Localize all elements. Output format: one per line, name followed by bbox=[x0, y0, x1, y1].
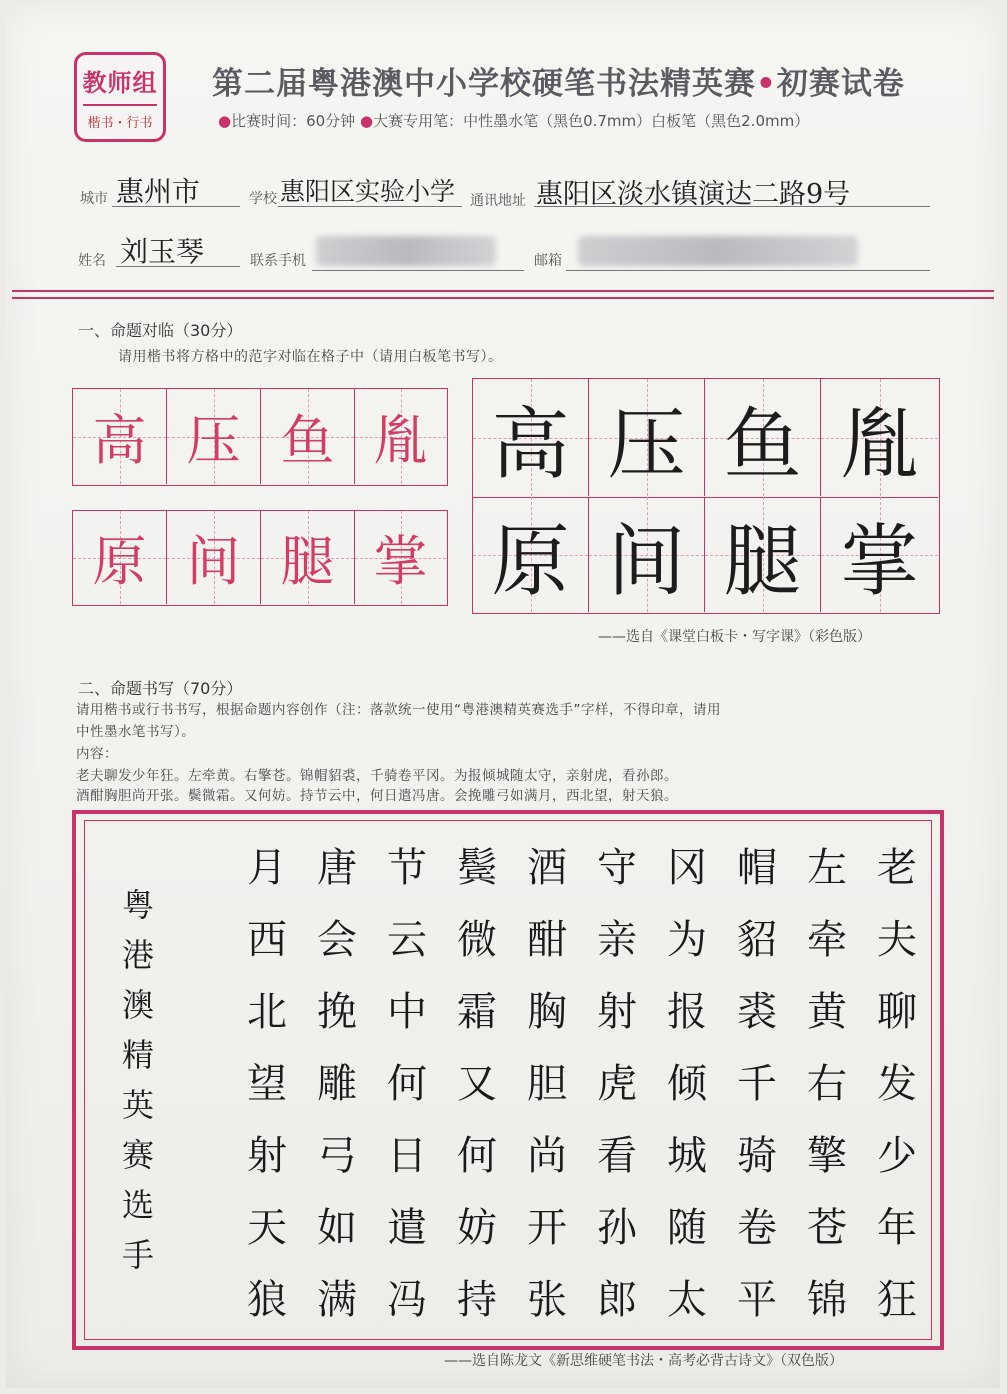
poem-char: 太 bbox=[667, 1277, 707, 1323]
copied-char: 原 bbox=[491, 516, 570, 607]
phone-label: 联系手机 bbox=[250, 253, 306, 269]
poem-column bbox=[306, 832, 368, 1336]
poem-char: 会 bbox=[317, 917, 357, 963]
phone-redacted bbox=[316, 236, 496, 266]
name-value[interactable]: 刘玉琴 bbox=[120, 235, 205, 268]
poem-char: 城 bbox=[667, 1133, 707, 1179]
city-value[interactable]: 惠州市 bbox=[116, 175, 201, 208]
model-grid-row1 bbox=[72, 388, 448, 486]
grid-cell bbox=[261, 511, 355, 604]
badge-group-label: 教师组 bbox=[82, 69, 158, 97]
poem-char: 西 bbox=[247, 917, 287, 963]
poem-char: 倾 bbox=[667, 1061, 707, 1107]
model-char: 压 bbox=[186, 409, 241, 472]
badge-script-label: 楷书・行书 bbox=[87, 116, 153, 131]
poem-char: 锦 bbox=[807, 1277, 847, 1323]
poem-char: 黄 bbox=[807, 989, 847, 1035]
poem-char: 为 bbox=[667, 917, 707, 963]
school-label: 学校 bbox=[249, 191, 277, 207]
signature-char: 粤 bbox=[121, 886, 154, 924]
poem-char: 挽 bbox=[317, 989, 357, 1035]
poem-char: 发 bbox=[877, 1061, 917, 1107]
copied-char: 胤 bbox=[840, 399, 919, 490]
poem-char: 雕 bbox=[317, 1061, 357, 1107]
poem-char: 苍 bbox=[807, 1205, 847, 1251]
grid-cell bbox=[355, 511, 446, 604]
grid-cell bbox=[355, 389, 446, 484]
poem-char: 何 bbox=[387, 1061, 427, 1107]
poem-char: 尚 bbox=[527, 1133, 567, 1179]
poem-column bbox=[446, 832, 508, 1336]
content-line2: 酒酣胸胆尚开张。鬓微霜。又何妨。持节云中，何日遣冯唐。会挽雕弓如满月，西北望，射天狼。 bbox=[76, 788, 678, 804]
poem-char: 平 bbox=[737, 1277, 777, 1323]
poem-char: 射 bbox=[247, 1133, 287, 1179]
poem-char: 胆 bbox=[527, 1061, 567, 1107]
poem-char: 何 bbox=[457, 1133, 497, 1179]
bullet-icon: ● bbox=[218, 112, 232, 130]
section1-instruction: 请用楷书将方格中的范字对临在格子中（请用白板笔书写）。 bbox=[118, 349, 503, 365]
exam-time: 比赛时间：60分钟 bbox=[231, 112, 356, 130]
poem-char: 天 bbox=[247, 1205, 287, 1251]
grid-cell bbox=[589, 497, 705, 612]
poem-column bbox=[656, 832, 718, 1336]
poem-char: 狂 bbox=[877, 1277, 917, 1323]
school-value[interactable]: 惠阳区实验小学 bbox=[280, 177, 456, 206]
content-line1: 老夫聊发少年狂。左牵黄。右擎苍。锦帽貂裘，千骑卷平冈。为报倾城随太守，亲射虎，看孙郎。 bbox=[76, 768, 678, 784]
grid-cell bbox=[589, 379, 705, 496]
exam-title bbox=[212, 58, 905, 103]
poem-char: 冯 bbox=[387, 1277, 427, 1323]
grid-cell bbox=[705, 497, 821, 612]
address-value[interactable]: 惠阳区淡水镇演达二路9号 bbox=[536, 179, 851, 210]
poem-char: 唐 bbox=[317, 845, 357, 891]
poem-char: 弓 bbox=[317, 1133, 357, 1179]
copied-char: 鱼 bbox=[723, 399, 802, 490]
exam-pens: 大赛专用笔：中性墨水笔（黑色0.7mm）白板笔（黑色2.0mm） bbox=[373, 112, 810, 130]
copied-char: 高 bbox=[491, 399, 570, 490]
model-char: 掌 bbox=[373, 530, 428, 593]
poem-char: 霜 bbox=[457, 989, 497, 1035]
section2-source: ——选自陈龙文《新思维硬笔书法・高考必背古诗文》（双色版） bbox=[444, 1353, 843, 1369]
poem-char: 遣 bbox=[387, 1205, 427, 1251]
grid-cell bbox=[167, 511, 261, 604]
poem-char: 月 bbox=[247, 845, 287, 891]
poem-char: 日 bbox=[387, 1133, 427, 1179]
grid-cell bbox=[73, 511, 167, 604]
poem-char: 射 bbox=[597, 989, 637, 1035]
title-dot: • bbox=[756, 66, 777, 102]
section1-source: ——选自《课堂白板卡・写字课》（彩色版） bbox=[598, 629, 871, 645]
poem-char: 牵 bbox=[807, 917, 847, 963]
poem-char: 报 bbox=[667, 989, 707, 1035]
email-label: 邮箱 bbox=[534, 253, 562, 269]
poem-char: 节 bbox=[387, 845, 427, 891]
poem-char: 妨 bbox=[457, 1205, 497, 1251]
grid-cell bbox=[167, 389, 261, 484]
poem-char: 少 bbox=[877, 1133, 917, 1179]
poem-char: 虎 bbox=[597, 1061, 637, 1107]
poem-char: 随 bbox=[667, 1205, 707, 1251]
header-divider bbox=[12, 290, 994, 299]
poem-char: 擎 bbox=[807, 1133, 847, 1179]
poem-column bbox=[726, 832, 788, 1336]
poem-char: 裘 bbox=[737, 989, 777, 1035]
poem-column bbox=[586, 832, 648, 1336]
poem-char: 微 bbox=[457, 917, 497, 963]
poem-char: 云 bbox=[387, 917, 427, 963]
poem-char: 孙 bbox=[597, 1205, 637, 1251]
poem-char: 持 bbox=[457, 1277, 497, 1323]
address-underline bbox=[534, 206, 930, 207]
signature-char: 选 bbox=[121, 1186, 154, 1224]
model-char: 胤 bbox=[373, 409, 428, 472]
bullet-icon: ● bbox=[359, 112, 374, 130]
poem-char: 鬓 bbox=[457, 845, 497, 891]
poem-char: 北 bbox=[247, 989, 287, 1035]
poem-char: 夫 bbox=[877, 917, 917, 963]
model-char: 鱼 bbox=[280, 409, 335, 472]
poem-column bbox=[516, 832, 578, 1336]
copy-grid[interactable] bbox=[472, 378, 940, 614]
grid-cell bbox=[821, 497, 938, 612]
title-suffix: 初赛试卷 bbox=[776, 66, 905, 102]
signature-char: 英 bbox=[121, 1086, 154, 1124]
grid-cell bbox=[821, 379, 938, 496]
poem-char: 开 bbox=[527, 1205, 567, 1251]
model-char: 腿 bbox=[280, 530, 335, 593]
section2-title: 二、命题书写（70分） bbox=[78, 679, 243, 698]
poem-char: 酒 bbox=[527, 845, 567, 891]
poem-char: 右 bbox=[807, 1061, 847, 1107]
poem-char: 老 bbox=[877, 845, 917, 891]
signature-char: 澳 bbox=[121, 986, 154, 1024]
poem-char: 骑 bbox=[737, 1133, 777, 1179]
poem-char: 满 bbox=[317, 1277, 357, 1323]
address-label: 通讯地址 bbox=[470, 193, 526, 209]
exam-subtitle bbox=[218, 110, 809, 131]
poem-char: 聊 bbox=[877, 989, 917, 1035]
section2-instruction-line1: 请用楷书或行书书写，根据命题内容创作（注：落款统一使用“粤港澳精英赛选手”字样，不得印章，请用 bbox=[76, 702, 721, 718]
poem-char: 冈 bbox=[667, 845, 707, 891]
copy-grid-row2 bbox=[473, 497, 938, 612]
poem-char: 狼 bbox=[247, 1277, 287, 1323]
poem-char: 年 bbox=[877, 1205, 917, 1251]
model-grid-row2 bbox=[72, 510, 448, 606]
signature-char: 港 bbox=[121, 936, 154, 974]
title-main: 第二届粤港澳中小学校硬笔书法精英赛 bbox=[212, 66, 756, 102]
poem-char: 郎 bbox=[597, 1277, 637, 1323]
poem-char: 守 bbox=[597, 845, 637, 891]
email-redacted bbox=[578, 236, 858, 266]
poem-char: 卷 bbox=[737, 1205, 777, 1251]
poem-column bbox=[236, 832, 298, 1336]
teacher-group-badge bbox=[74, 52, 166, 142]
copy-grid-row1 bbox=[473, 379, 938, 498]
badge-divider bbox=[83, 104, 157, 106]
copied-char: 掌 bbox=[840, 516, 919, 607]
city-underline bbox=[112, 206, 240, 207]
signature-column bbox=[118, 880, 158, 1280]
poem-char: 胸 bbox=[527, 989, 567, 1035]
grid-cell bbox=[261, 389, 355, 484]
content-label: 内容： bbox=[76, 746, 118, 762]
poem-char: 左 bbox=[807, 845, 847, 891]
poem-char: 如 bbox=[317, 1205, 357, 1251]
phone-underline bbox=[312, 270, 524, 271]
name-label: 姓名 bbox=[78, 253, 106, 269]
poem-char: 千 bbox=[737, 1061, 777, 1107]
model-char: 原 bbox=[92, 530, 147, 593]
copied-char: 压 bbox=[607, 399, 686, 490]
section2-instruction-line2: 中性墨水笔书写）。 bbox=[76, 724, 196, 740]
model-char: 间 bbox=[186, 530, 241, 593]
grid-cell bbox=[73, 389, 167, 484]
grid-cell bbox=[705, 379, 821, 496]
signature-char: 赛 bbox=[121, 1136, 154, 1174]
poem-char: 貂 bbox=[737, 917, 777, 963]
name-underline bbox=[116, 266, 240, 267]
poem-column bbox=[866, 832, 928, 1336]
copied-char: 腿 bbox=[723, 516, 802, 607]
poem-column bbox=[796, 832, 858, 1336]
school-underline bbox=[278, 206, 462, 207]
copied-char: 间 bbox=[607, 516, 686, 607]
poem-char: 亲 bbox=[597, 917, 637, 963]
email-underline bbox=[566, 270, 930, 271]
signature-char: 手 bbox=[121, 1236, 154, 1274]
poem-char: 帽 bbox=[737, 845, 777, 891]
signature-char: 精 bbox=[121, 1036, 154, 1074]
city-label: 城市 bbox=[80, 191, 108, 207]
poem-char: 中 bbox=[387, 989, 427, 1035]
poem-char: 又 bbox=[457, 1061, 497, 1107]
section1-title: 一、命题对临（30分） bbox=[78, 321, 243, 340]
poem-char: 看 bbox=[597, 1133, 637, 1179]
grid-cell bbox=[473, 497, 589, 612]
poem-char: 望 bbox=[247, 1061, 287, 1107]
model-char: 高 bbox=[92, 409, 147, 472]
poem-column bbox=[376, 832, 438, 1336]
poem-char: 酣 bbox=[527, 917, 567, 963]
grid-cell bbox=[473, 379, 589, 496]
poem-char: 张 bbox=[527, 1277, 567, 1323]
